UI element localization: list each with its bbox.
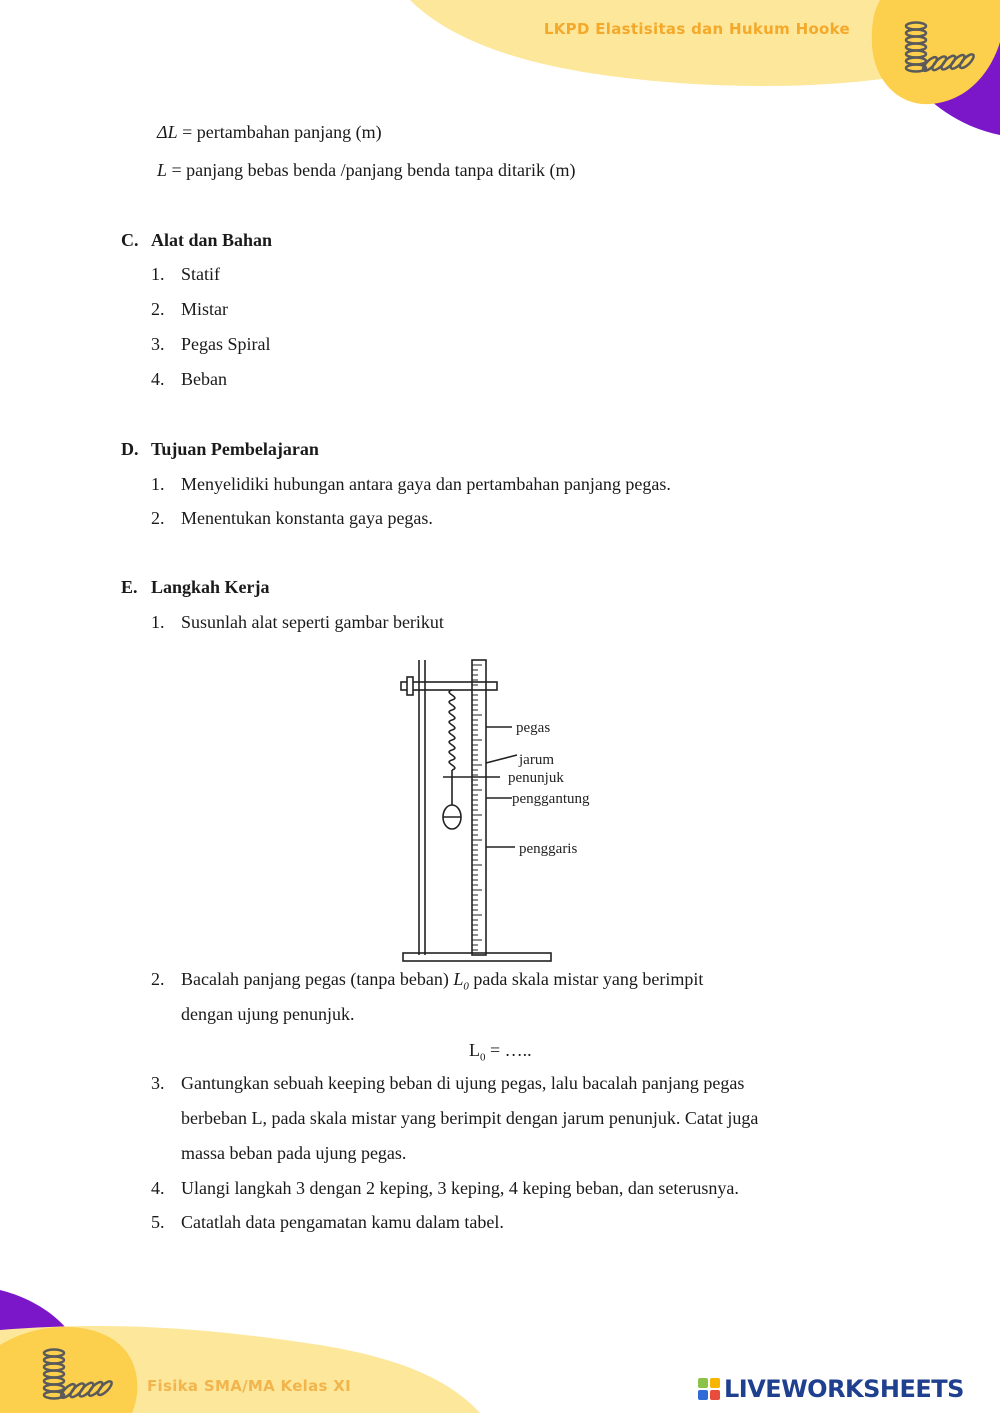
list-number: 4.: [151, 1178, 165, 1198]
spring-icon: [900, 18, 976, 76]
label-penggantung: penggantung: [512, 791, 590, 807]
list-number: 5.: [151, 1212, 165, 1232]
list-number: 1.: [151, 612, 165, 632]
list-text: Beban: [181, 369, 227, 389]
liveworksheets-brand[interactable]: [698, 1374, 964, 1404]
stand-clamp: [401, 682, 497, 690]
label-pegas: pegas: [516, 720, 551, 736]
label-jarum: jarum: [519, 752, 554, 768]
ruler: [472, 660, 486, 955]
spring: [449, 690, 455, 770]
section-title: Alat dan Bahan: [151, 230, 273, 250]
section-d-heading: [121, 438, 319, 460]
list-text: Catatlah data pengamatan kamu dalam tabel.: [181, 1212, 504, 1232]
list-text: Menyelidiki hubungan antara gaya dan pertambahan panjang pegas.: [181, 474, 671, 494]
list-number: 3.: [151, 1073, 165, 1093]
step2-text-b: pada skala mistar yang berimpit: [468, 969, 704, 989]
list-text: Mistar: [181, 299, 228, 319]
step2-text-a: Bacalah panjang pegas (tanpa beban): [181, 969, 454, 989]
list-number: 4.: [151, 369, 165, 389]
formula-var: L: [469, 1040, 480, 1060]
apparatus-figure: [395, 655, 615, 967]
footer-title: Fisika SMA/MA Kelas XI: [147, 1377, 352, 1395]
list-text: Statif: [181, 264, 220, 284]
step3-line2: berbeban L, pada skala mistar yang berimpit dengan jarum penunjuk. Catat juga: [181, 1108, 759, 1128]
step2-line2: dengan ujung penunjuk.: [181, 1004, 355, 1024]
section-title: Langkah Kerja: [151, 577, 270, 597]
section-e-heading: [121, 576, 270, 598]
list-text: [181, 968, 703, 998]
ruler-ticks: [472, 665, 482, 950]
section-letter: E.: [121, 577, 138, 597]
definition-delta-l: [157, 121, 382, 143]
section-c-heading: [121, 229, 273, 251]
definition-symbol: L: [157, 160, 168, 180]
step2-var: L: [453, 969, 464, 989]
list-text: Pegas Spiral: [181, 334, 271, 354]
liveworksheets-logo-icon: [698, 1378, 720, 1400]
definition-symbol: ΔL: [157, 122, 178, 142]
list-number: 2.: [151, 508, 165, 528]
list-text: Menentukan konstanta gaya pegas.: [181, 508, 433, 528]
list-text: Ulangi langkah 3 dengan 2 keping, 3 keping, 4 keping beban, dan seterusnya.: [181, 1178, 739, 1198]
list-text: Gantungkan sebuah keeping beban di ujung pegas, lalu bacalah panjang pegas: [181, 1073, 745, 1093]
list-number: 3.: [151, 334, 165, 354]
formula-rest: = …..: [485, 1040, 532, 1060]
formula-l0: [469, 1039, 532, 1069]
section-letter: C.: [121, 230, 139, 250]
list-number: 1.: [151, 264, 165, 284]
spring-icon: [38, 1345, 114, 1403]
list-text: Susunlah alat seperti gambar berikut: [181, 612, 444, 632]
list-number: 2.: [151, 299, 165, 319]
step3-line3: massa beban pada ujung pegas.: [181, 1143, 407, 1163]
definition-text: = panjang bebas benda /panjang benda tanpa ditarik (m): [167, 160, 576, 180]
label-penggaris: penggaris: [519, 841, 578, 857]
step2-sub: 0: [463, 980, 469, 993]
section-title: Tujuan Pembelajaran: [151, 439, 319, 459]
list-number: 2.: [151, 969, 165, 989]
brand-text: LIVEWORKSHEETS: [724, 1375, 964, 1403]
header-title: LKPD Elastisitas dan Hukum Hooke: [543, 20, 850, 38]
definition-l: [157, 159, 576, 181]
list-number: 1.: [151, 474, 165, 494]
section-letter: D.: [121, 439, 139, 459]
label-penunjuk: penunjuk: [508, 770, 564, 786]
formula-sub: 0: [480, 1051, 486, 1064]
definition-text: = pertambahan panjang (m): [177, 122, 382, 142]
